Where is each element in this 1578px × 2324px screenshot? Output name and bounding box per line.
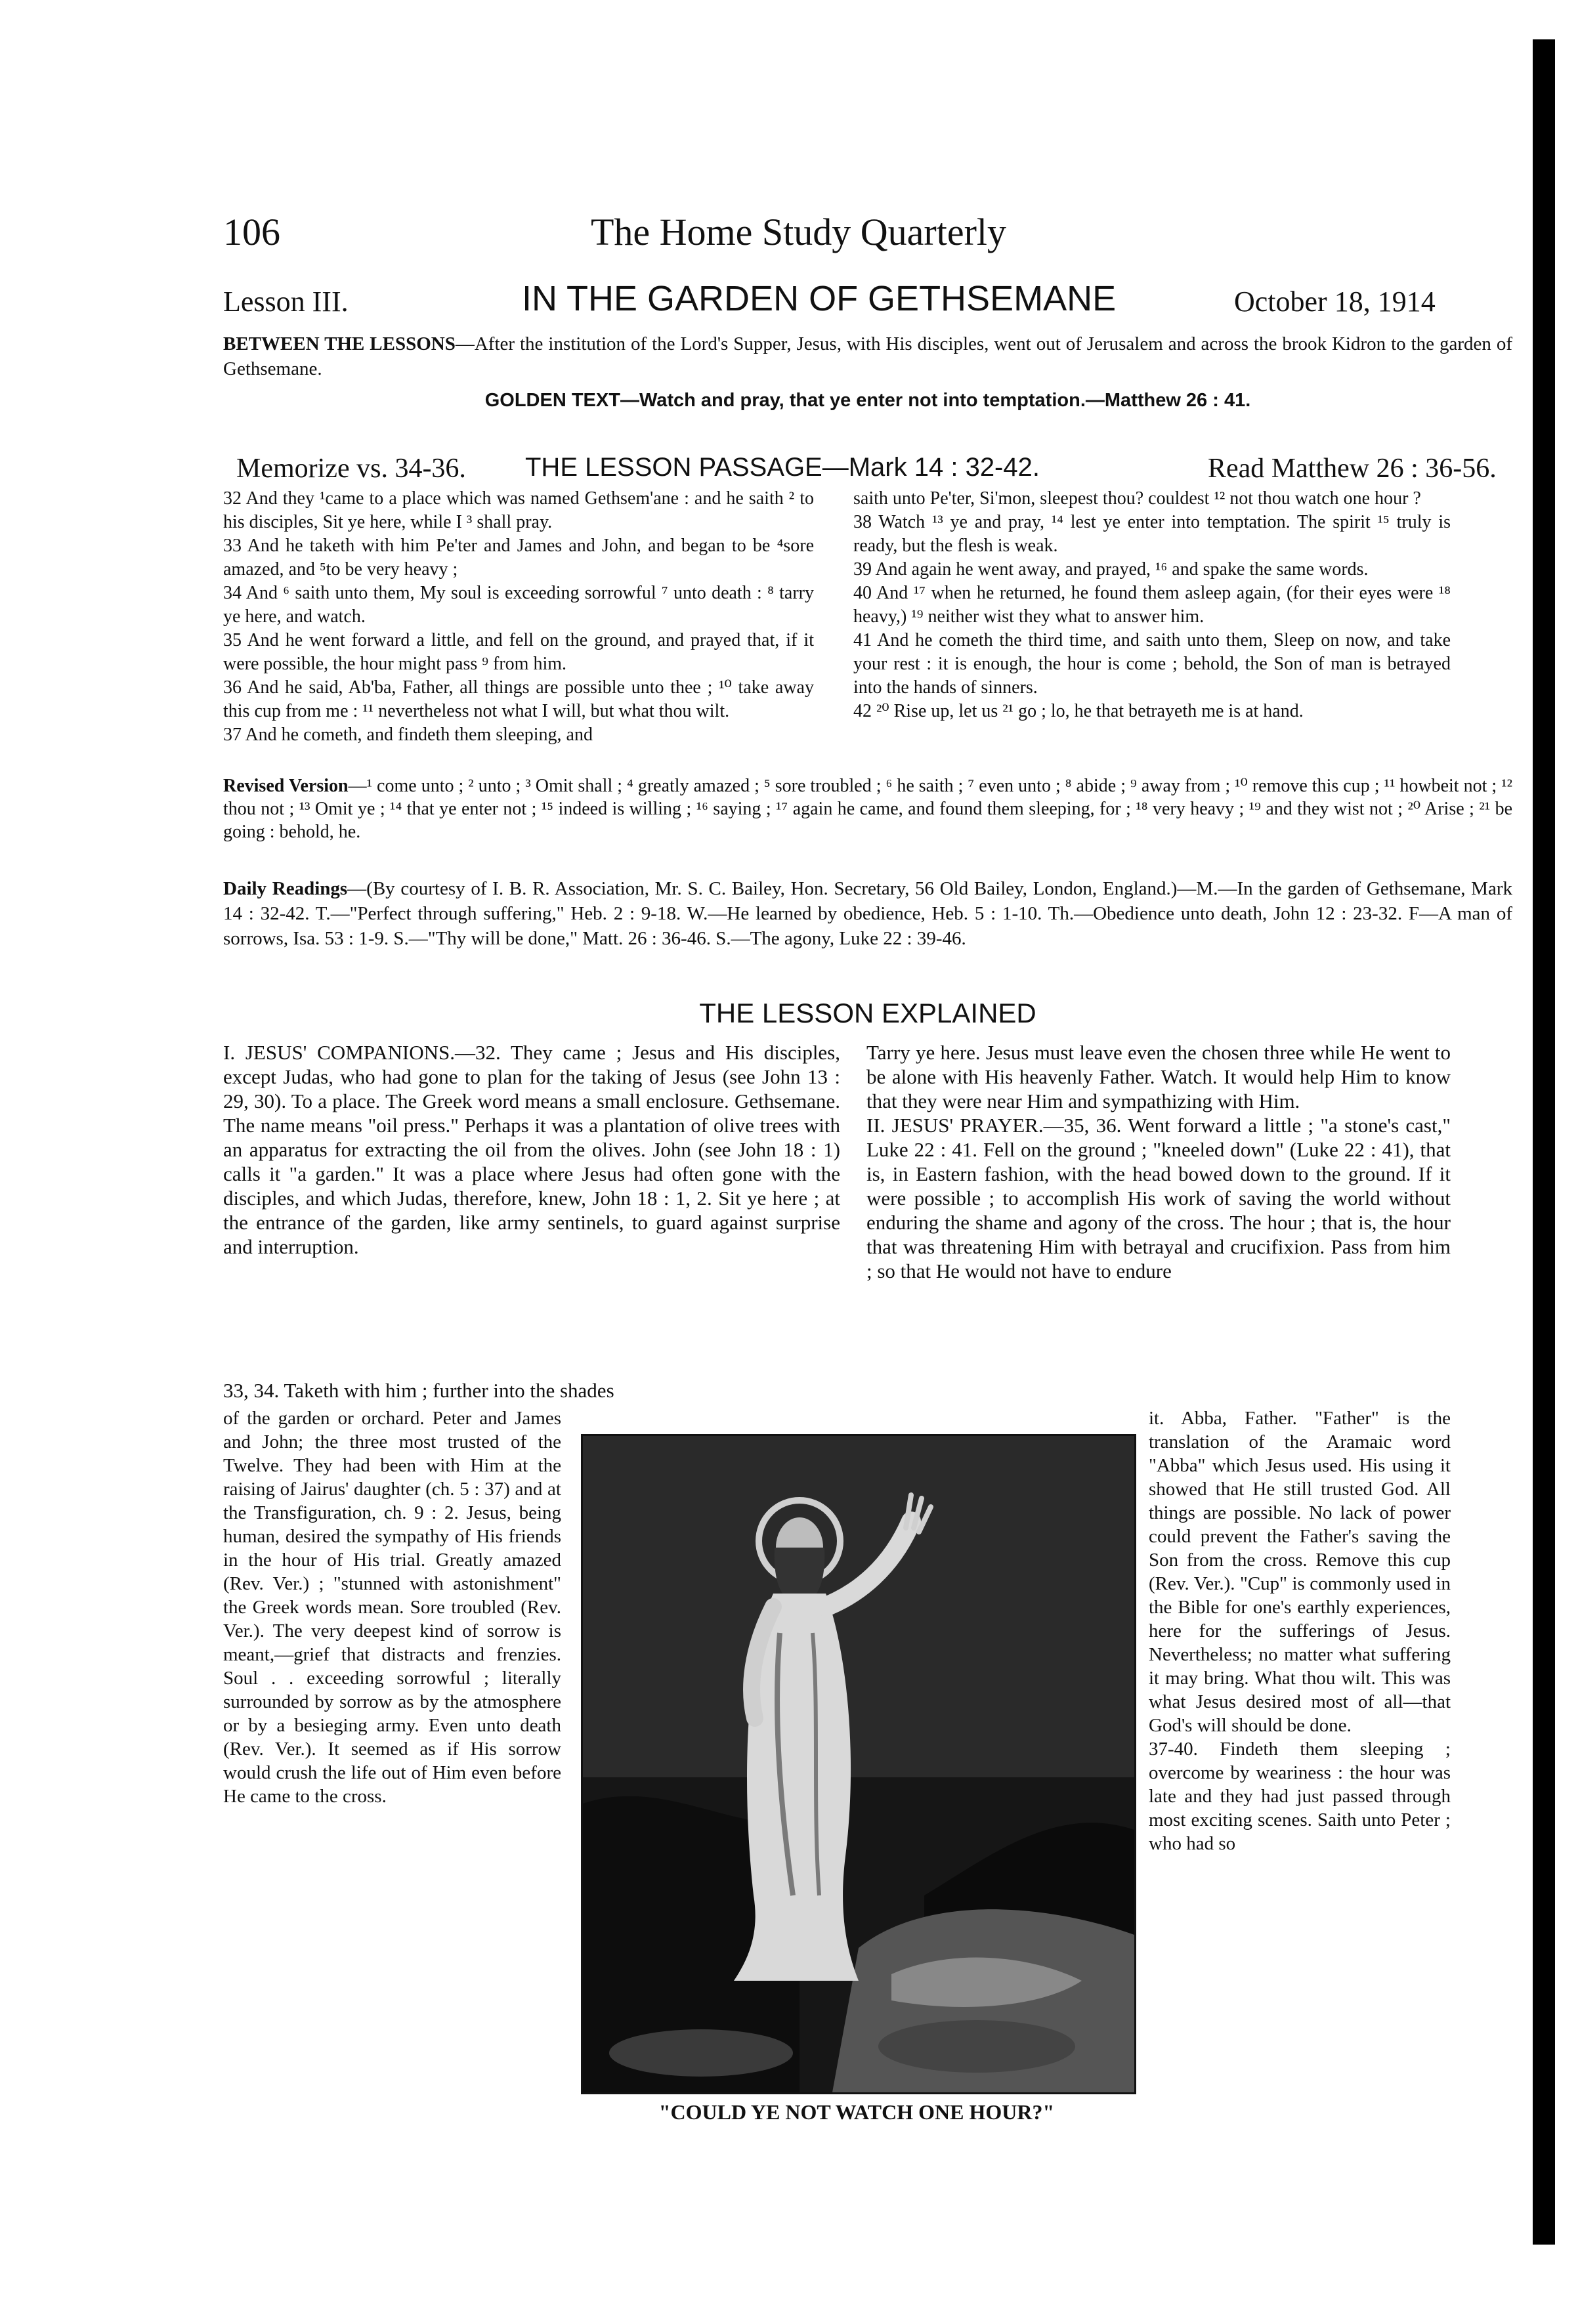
- revised-version-text: —¹ come unto ; ² unto ; ³ Omit shall ; ⁴ greatly amazed ; ⁵ sore troubled ; ⁶ he saith ; ⁷ even unto ; ⁸ abide ; ⁹ away from ; ¹⁰ remove this cup ; ¹¹ howbeit not ; ¹² thou not ; ¹³ Omit ye ; ¹⁴ that ye enter not ; ¹⁵ indeed is willing ; ¹⁶ saying ; ¹⁷ again he came, and found them sleeping, for ; ¹⁸ very heavy ; ¹⁹ and they wist not ; ²⁰ Arise ; ²¹ be going : behold, he.: [223, 776, 1512, 842]
- golden-text: GOLDEN TEXT—Watch and pray, that ye enter not into temptation.—Matthew 26 : 41.: [484, 390, 1251, 411]
- illustration-image: [583, 1436, 1134, 2092]
- gethsemane-illustration: [581, 1434, 1136, 2094]
- daily-readings: [223, 876, 1512, 951]
- explained-right-narrow: it. Abba, Father. "Father" is the translation of the Aramaic word "Abba" which Jesus used. His using it showed that He still trusted God. All things are possible. No lack of power could prevent the Father's saving the Son from the cross. Remove this cup (Rev. Ver.). "Cup" is commonly used in the Bible for one's earthly experiences, here for the sufferings of Jesus. Nevertheless; no matter what suffering it may bring. What thou wilt. This was what Jesus desired most of all—that God's will should be done. 37-40. Findeth them sleeping ; overcome by weariness : the hour was late and they had just passed through most exciting scenes. Saith unto Peter ; who had so: [1149, 1408, 1451, 1854]
- passage-right-column: saith unto Pe'ter, Si'mon, sleepest thou? couldest ¹² not thou watch one hour ? 38 Watch ¹³ ye and pray, ¹⁴ lest ye enter into temptation. The spirit ¹⁵ truly is ready, but the flesh is weak. 39 And again he went away, and prayed, ¹⁶ and spake the same words. 40 And ¹⁷ when he returned, he found them asleep again, (for their eyes were ¹⁸ heavy,) ¹⁹ neither wist they what to answer him. 41 And he cometh the third time, and saith unto them, Sleep on now, and take your rest : it is enough, the hour is come ; behold, the Son of man is betrayed into the hands of sinners. 42 ²⁰ Rise up, let us ²¹ go ; lo, he that betrayeth me is at hand.: [853, 488, 1451, 721]
- page-header: [223, 197, 1512, 269]
- lesson-title-row: [223, 276, 1512, 328]
- passage-left-column: 32 And they ¹came to a place which was named Gethsem'ane : and he saith ² to his disciples, Sit ye here, while I ³ shall pray. 33 And he taketh with him Pe'ter and James and John, and began to be ⁴sore amazed, and ⁵to be very heavy ; 34 And ⁶ saith unto them, My soul is exceeding sorrowful ⁷ unto death : ⁸ tarry ye here, and watch. 35 And he went forward a little, and fell on the ground, and prayed that, if it were possible, the hour might pass ⁹ from him. 36 And he said, Ab'ba, Father, all things are possible unto thee ; ¹⁰ take away this cup from me : ¹¹ nevertheless not what I will, but what thou wilt. 37 And he cometh, and findeth them sleeping, and: [223, 488, 814, 745]
- between-lessons-label: BETWEEN THE LESSONS: [223, 333, 456, 354]
- lesson-number: Lesson III.: [223, 285, 349, 318]
- illustration-caption: "COULD YE NOT WATCH ONE HOUR?": [658, 2100, 1055, 2124]
- read-reference: Read Matthew 26 : 36-56.: [1208, 454, 1497, 484]
- lesson-date: October 18, 1914: [1234, 285, 1436, 318]
- daily-readings-text: —(By courtesy of I. B. R. Association, Mr. S. C. Bailey, Hon. Secretary, 56 Old Bailey, London, England.)—M.—In the garden of Gethsemane, Mark 14 : 32-42. T.—"Perfect through suffering," Heb. 2 : 9-18. W.—He learned by obedience, Heb. 5 : 1-10. Th.—Obedience unto death, John 12 : 23-32. F—A man of sorrows, Isa. 53 : 1-9. S.—"Thy will be done," Matt. 26 : 36-46. S.—The agony, Luke 22 : 39-46.: [223, 878, 1512, 949]
- explained-right-top: Tarry ye here. Jesus must leave even the chosen three while He went to be alone with His heavenly Father. Watch. It would help Him to know that they were near Him and sympathizing with Him. II. JESUS' PRAYER.—35, 36. Went forward a little ; "a stone's cast," Luke 22 : 41. Fell on the ground ; "kneeled down" (Luke 22 : 41), that is, in Eastern fashion, with the head bowed down to the ground. If it were possible ; to accomplish His work of saving the world without enduring the shame and agony of the cross. The hour ; that is, the hour that was threatening Him with betrayal and crucifixion. Pass from him ; so that He would not have to endure: [866, 1041, 1451, 1282]
- lesson-title: IN THE GARDEN OF GETHSEMANE: [522, 279, 1117, 318]
- explained-left-narrow: of the garden or orchard. Peter and James and John; the three most trusted of the Twelve. They had been with Him at the raising of Jairus' daughter (ch. 5 : 37) and at the Transfiguration, ch. 9 : 2. Jesus, being human, desired the sympathy of His friends in the hour of His trial. Greatly amazed (Rev. Ver.) ; "stunned with astonishment" the Greek words mean. Sore troubled (Rev. Ver.). The very deepest kind of sorrow is meant,—grief that distracts and frenzies. Soul . . exceeding sorrowful ; literally surrounded by sorrow as by the atmosphere or by a besieging army. Even unto death (Rev. Ver.). It seemed as if His sorrow would crush the life out of Him even before He came to the cross.: [223, 1408, 561, 1807]
- page-edge-shadow: [1533, 39, 1555, 2245]
- page-number: 106: [223, 211, 280, 253]
- explained-left-span: 33, 34. Taketh with him ; further into the shades: [223, 1379, 614, 1402]
- lesson-passage-heading: THE LESSON PASSAGE—Mark 14 : 32-42.: [525, 453, 1040, 482]
- memorize-verses: Memorize vs. 34-36.: [236, 454, 466, 484]
- revised-version: [223, 774, 1512, 843]
- between-lessons: [223, 331, 1512, 381]
- revised-version-label: Revised Version: [223, 776, 349, 796]
- publication-title: The Home Study Quarterly: [591, 211, 1007, 253]
- explained-left-top: I. JESUS' COMPANIONS.—32. They came ; Jesus and His disciples, except Judas, who had gone to plan for the taking of Jesus (see John 13 : 29, 30). To a place. The Greek word means a small enclosure. Gethsemane. The name means "oil press." Perhaps it was a plantation of olive trees with an apparatus for extracting the oil from the olives. John (see John 18 : 1) calls it "a garden." It was a place where Jesus had often gone with the disciples, and which Judas, therefore, knew, John 18 : 1, 2. Sit ye here ; at the entrance of the garden, like army sentinels, to guard against surprise and interruption.: [223, 1041, 840, 1258]
- daily-readings-label: Daily Readings: [223, 878, 348, 899]
- lesson-explained-heading: THE LESSON EXPLAINED: [699, 998, 1036, 1028]
- between-lessons-text: —After the institution of the Lord's Supper, Jesus, with His disciples, went out of Jerusalem and across the brook Kidron to the garden of Gethsemane.: [223, 333, 1512, 379]
